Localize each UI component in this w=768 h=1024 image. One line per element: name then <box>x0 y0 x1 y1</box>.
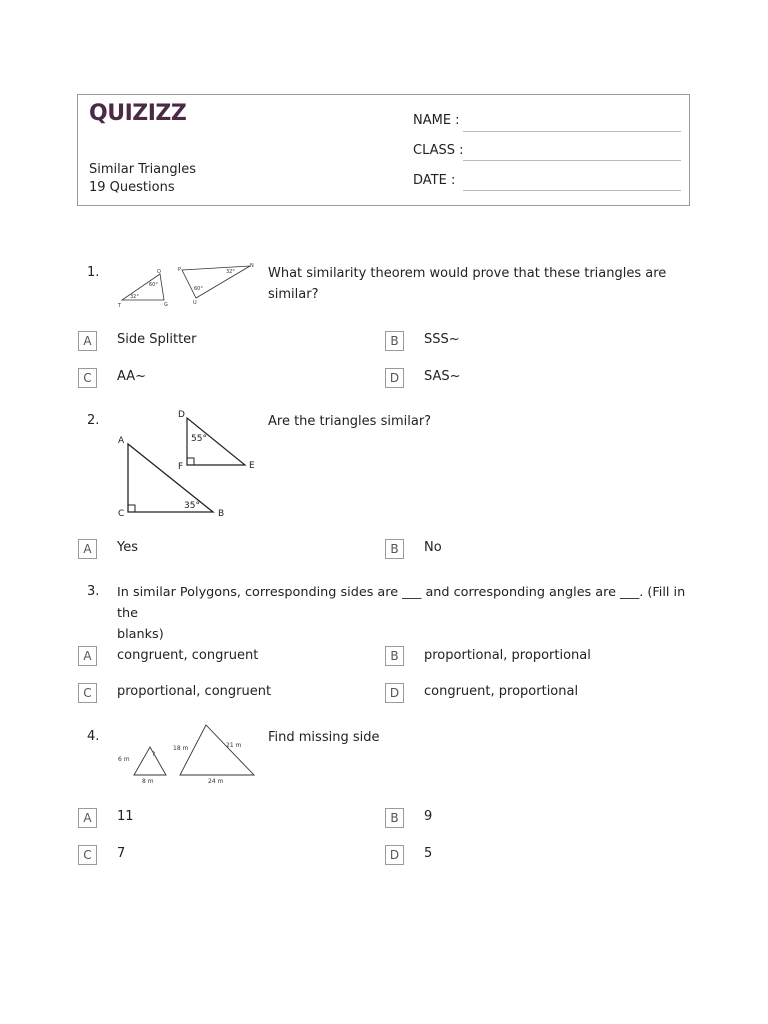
option-letter[interactable]: B <box>385 646 404 666</box>
figure-label: U <box>193 300 197 306</box>
figure-label: 6 m <box>118 756 130 763</box>
option-text[interactable]: proportional, congruent <box>117 684 272 699</box>
option-letter[interactable]: C <box>78 683 97 703</box>
figure-label: O <box>157 269 161 275</box>
question-number: 2. <box>87 413 100 428</box>
figure-label: 32° <box>130 294 139 300</box>
name-label: NAME : <box>413 113 460 128</box>
question-text: What similarity theorem would prove that these triangles are similar? <box>268 266 667 302</box>
figure-label: 60° <box>194 286 203 292</box>
option-text[interactable]: congruent, proportional <box>424 684 579 699</box>
option-letter[interactable]: A <box>78 808 97 828</box>
figure-label: C <box>118 509 125 519</box>
option-text[interactable]: proportional, proportional <box>424 648 591 663</box>
option-text[interactable]: 5 <box>424 846 433 861</box>
figure-label: 24 m <box>208 778 224 785</box>
option-text[interactable]: congruent, congruent <box>117 648 259 663</box>
option-text[interactable]: 7 <box>117 846 126 861</box>
figure-label: 55° <box>191 434 207 444</box>
figure-label: E <box>249 461 255 471</box>
question-number: 4. <box>87 729 100 744</box>
option-text[interactable]: 9 <box>424 809 433 824</box>
question-text-line: blanks) <box>117 627 164 642</box>
option-letter[interactable]: B <box>385 808 404 828</box>
option-letter[interactable]: C <box>78 845 97 865</box>
name-field[interactable] <box>463 131 681 132</box>
option-text[interactable]: SAS~ <box>424 369 461 384</box>
option-letter[interactable]: D <box>385 683 404 703</box>
figure-label: P <box>178 267 182 273</box>
figure-label: 8 m <box>142 778 154 785</box>
option-letter[interactable]: A <box>78 539 97 559</box>
option-letter[interactable]: D <box>385 845 404 865</box>
option-text[interactable]: AA~ <box>117 369 147 384</box>
figure-label: 35° <box>184 501 200 511</box>
question-number: 3. <box>87 584 100 599</box>
date-field[interactable] <box>463 190 681 191</box>
figure-label: 60° <box>149 282 158 288</box>
figure-label: G <box>164 302 168 308</box>
question-text: Find missing side <box>268 730 380 745</box>
figure-label: ? <box>152 751 156 758</box>
option-letter[interactable]: C <box>78 368 97 388</box>
question-text-line: In similar Polygons, corresponding sides are ___ and corresponding angles are ___. (Fill in the <box>117 585 686 621</box>
class-field[interactable] <box>463 160 681 161</box>
question-4-figure <box>114 722 258 788</box>
worksheet-title: Similar Triangles <box>89 162 197 177</box>
quizizz-logo: QUIZIZZ <box>89 101 187 126</box>
option-letter[interactable]: A <box>78 646 97 666</box>
date-label: DATE : <box>413 173 456 188</box>
option-letter[interactable]: B <box>385 539 404 559</box>
question-text: Are the triangles similar? <box>268 414 432 429</box>
option-text[interactable]: 11 <box>117 809 134 824</box>
figure-label: N <box>250 263 254 269</box>
figure-label: D <box>178 410 185 420</box>
option-letter[interactable]: A <box>78 331 97 351</box>
figure-label: T <box>118 303 122 309</box>
question-number: 1. <box>87 265 100 280</box>
option-text[interactable]: Yes <box>117 540 138 555</box>
class-label: CLASS : <box>413 143 464 158</box>
option-text[interactable]: No <box>424 540 442 555</box>
figure-label: B <box>218 509 225 519</box>
option-text[interactable]: SSS~ <box>424 332 460 347</box>
figure-label: A <box>118 436 125 446</box>
question-text <box>117 582 707 645</box>
figure-label: F <box>178 462 184 472</box>
figure-label: 32° <box>226 269 235 275</box>
question-2-figure <box>112 404 262 522</box>
question-1-figure <box>114 262 254 310</box>
question-count: 19 Questions <box>89 180 175 195</box>
option-letter[interactable]: D <box>385 368 404 388</box>
figure-label: 18 m <box>173 745 189 752</box>
worksheet-header <box>77 94 690 206</box>
option-text[interactable]: Side Splitter <box>117 332 197 347</box>
option-letter[interactable]: B <box>385 331 404 351</box>
figure-label: 21 m <box>226 742 242 749</box>
